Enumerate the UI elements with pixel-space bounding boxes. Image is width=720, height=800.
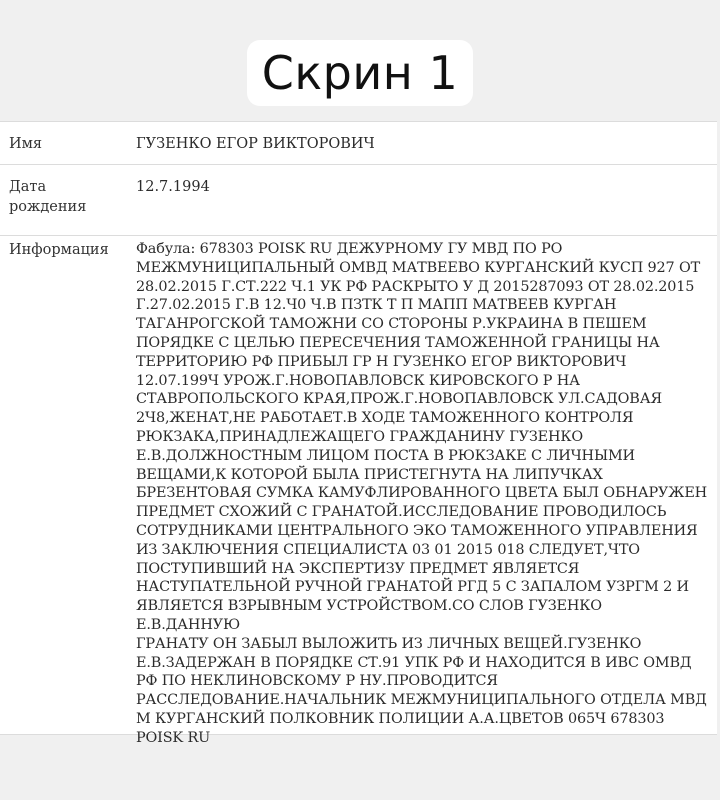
name-value: ГУЗЕНКО ЕГОР ВИКТОРОВИЧ [136, 136, 375, 152]
record-row-birth-date [0, 165, 717, 236]
record-card [0, 121, 717, 746]
information-label: Информация [9, 242, 109, 258]
information-value: Фабула: 678303 POISK RU ДЕЖУРНОМУ ГУ МВД ПО РО МЕЖМУНИЦИПАЛЬНЫЙ ОМВД МАТВЕЕВО КУРГАНСКИЙ КУСП 927 ОТ 28.02.2015 Г.СТ.222 Ч.1 УК РФ РАСКРЫТО У Д 2015287093 ОТ 28.02.2015 Г.27.02.2015 Г.В 12.Ч0 Ч.В ПЗТК Т П МАПП МАТВЕЕВ КУРГАН ТАГАНРОГСКОЙ ТАМОЖНИ СО СТОРОНЫ Р.УКРАИНА В ПЕШЕМ ПОРЯДКЕ С ЦЕЛЬЮ ПЕРЕСЕЧЕНИЯ ТАМОЖЕННОЙ ГРАНИЦЫ НА ТЕРРИТОРИЮ РФ ПРИБЫЛ ГР Н ГУЗЕНКО ЕГОР ВИКТОРОВИЧ 12.07.199Ч УРОЖ.Г.НОВОПАВЛОВСК КИРОВСКОГО Р НА СТАВРОПОЛЬСКОГО КРАЯ,ПРОЖ.Г.НОВОПАВЛОВСК УЛ.САДОВАЯ 2Ч8,ЖЕНАТ,НЕ РАБОТАЕТ.В ХОДЕ ТАМОЖЕННОГО КОНТРОЛЯ РЮКЗАКА,ПРИНАДЛЕЖАЩЕГО ГРАЖДАНИНУ ГУЗЕНКО Е.В.ДОЛЖНОСТНЫМ ЛИЦОМ ПОСТА В РЮКЗАКЕ С ЛИЧНЫМИ ВЕЩАМИ,К КОТОРОЙ БЫЛА ПРИСТЕГНУТА НА ЛИПУЧКАХ БРЕЗЕНТОВАЯ СУМКА КАМУФЛИРОВАННОГО ЦВЕТА БЫЛ ОБНАРУЖЕН ПРЕДМЕТ СХОЖИЙ С ГРАНАТОЙ.ИССЛЕДОВАНИЕ ПРОВОДИЛОСЬ СОТРУДНИКАМИ ЦЕНТРАЛЬНОГО ЭКО ТАМОЖЕННОГО УПРАВЛЕНИЯ ИЗ ЗАКЛЮЧЕНИЯ СПЕЦИАЛИСТА 03 01 2015 018 СЛЕДУЕТ,ЧТО ПОСТУПИВШИЙ НА ЭКСПЕРТИЗУ ПРЕДМЕТ ЯВЛЯЕТСЯ НАСТУПАТЕЛЬНОЙ РУЧНОЙ ГРАНАТОЙ РГД 5 С ЗАПАЛОМ УЗРГМ 2 И ЯВЛЯЕТСЯ ВЗРЫВНЫМ УСТРОЙСТВОМ.СО СЛОВ ГУЗЕНКО Е.В.ДАННУЮ ГРАНАТУ ОН ЗАБЫЛ ВЫЛОЖИТЬ ИЗ ЛИЧНЫХ ВЕЩЕЙ.ГУЗЕНКО Е.В.ЗАДЕРЖАН В ПОРЯДКЕ СТ.91 УПК РФ И НАХОДИТСЯ В ИВС ОМВД РФ ПО НЕКЛИНОВСКОМУ Р НУ.ПРОВОДИТСЯ РАССЛЕДОВАНИЕ.НАЧАЛЬНИК МЕЖМУНИЦИПАЛЬНОГО ОТДЕЛА МВД М КУРГАНСКИЙ ПОЛКОВНИК ПОЛИЦИИ А.А.ЦВЕТОВ 065Ч 678303 POISK RU [136, 241, 708, 746]
birth-date-value: 12.7.1994 [136, 179, 210, 195]
birth-date-label: Дата рождения [9, 179, 87, 215]
name-label: Имя [9, 136, 43, 152]
screenshot-caption: Скрин 1 [247, 40, 473, 106]
record-row-information [0, 236, 717, 746]
screenshot-caption-area [0, 0, 720, 120]
record-row-name [0, 122, 717, 165]
